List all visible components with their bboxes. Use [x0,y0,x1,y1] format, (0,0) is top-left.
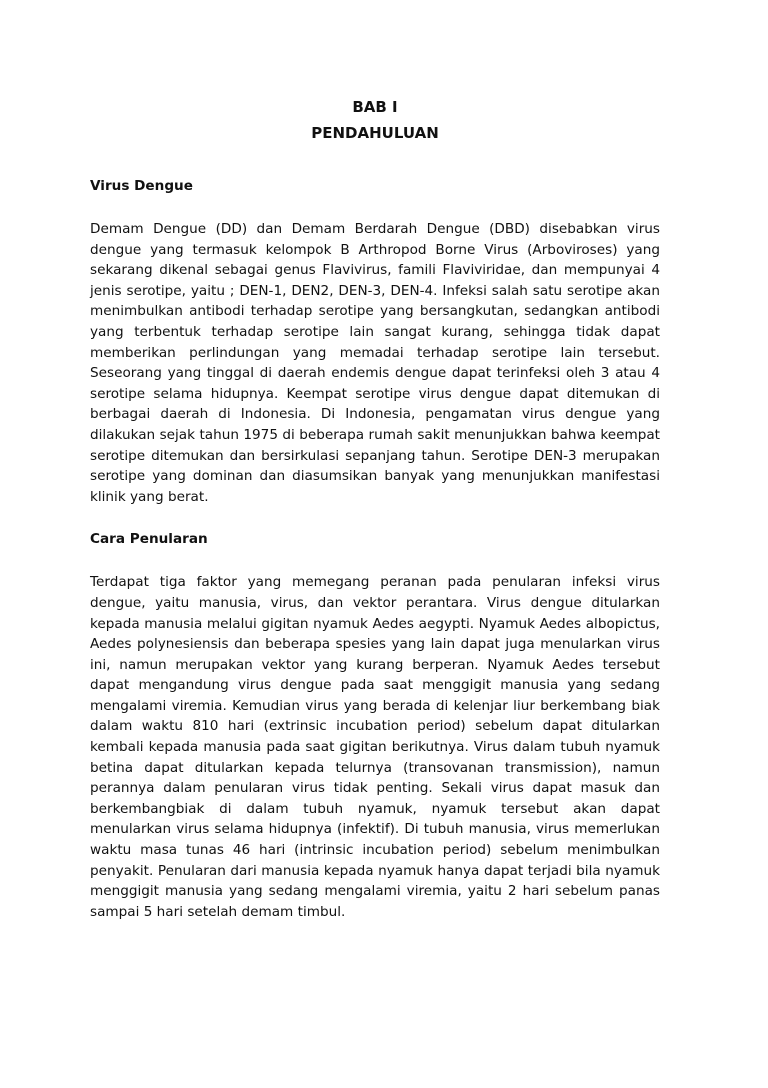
section-cara-penularan [90,529,660,922]
section-paragraph: Terdapat tiga faktor yang memegang peranan pada penularan infeksi virus dengue, yaitu manusia, virus, dan vektor perantara. Virus dengue ditularkan kepada manusia melalui gigitan nyamuk Aedes aegypti. Nyamuk Aedes albopictus, Aedes polynesiensis dan beberapa spesies yang lain dapat juga menularkan virus ini, namun merupakan vektor yang kurang berperan. Nyamuk Aedes tersebut dapat mengandung virus dengue pada saat menggigit manusia yang sedang mengalami viremia. Kemudian virus yang berada di kelenjar liur berkembang biak dalam waktu 810 hari (extrinsic incubation period) sebelum dapat ditularkan kembali kepada manusia pada saat gigitan berikutnya. Virus dalam tubuh nyamuk betina dapat ditularkan kepada telurnya (transovanan transmission), namun perannya dalam penularan virus tidak penting. Sekali virus dapat masuk dan berkembangbiak di dalam tubuh nyamuk, nyamuk tersebut akan dapat menularkan virus selama hidupnya (infektif). Di tubuh manusia, virus memerlukan waktu masa tunas 46 hari (intrinsic incubation period) sebelum menimbulkan penyakit. Penularan dari manusia kepada nyamuk hanya dapat terjadi bila nyamuk menggigit manusia yang sedang mengalami viremia, yaitu 2 hari sebelum panas sampai 5 hari setelah demam timbul. [90,574,660,920]
document-page [90,94,660,944]
section-virus-dengue [90,176,660,507]
section-heading: Cara Penularan [90,531,208,548]
section-heading: Virus Dengue [90,178,193,194]
chapter-number: BAB I [352,98,398,116]
section-paragraph: Demam Dengue (DD) dan Demam Berdarah Dengue (DBD) disebabkan virus dengue yang termasuk kelompok B Arthropod Borne Virus (Arboviroses) yang sekarang dikenal sebagai genus Flavivirus, famili Flaviviridae, dan mempunyai 4 jenis serotipe, yaitu ; DEN-1, DEN2, DEN-3, DEN-4. Infeksi salah satu serotipe akan menimbulkan antibodi terhadap serotipe yang bersangkutan, sedangkan antibodi yang terbentuk terhadap serotipe lain sangat kurang, sehingga tidak dapat memberikan perlindungan yang memadai terhadap serotipe lain tersebut. Seseorang yang tinggal di daerah endemis dengue dapat terinfeksi oleh 3 atau 4 serotipe selama hidupnya. Keempat serotipe virus dengue dapat ditemukan di berbagai daerah di Indonesia. Di Indonesia, pengamatan virus dengue yang dilakukan sejak tahun 1975 di beberapa rumah sakit menunjukkan bahwa keempat serotipe ditemukan dan bersirkulasi sepanjang tahun. Serotipe DEN-3 merupakan serotipe yang dominan dan diasumsikan banyak yang menunjukkan manifestasi klinik yang berat. [90,221,660,505]
chapter-title: PENDAHULUAN [311,124,439,142]
